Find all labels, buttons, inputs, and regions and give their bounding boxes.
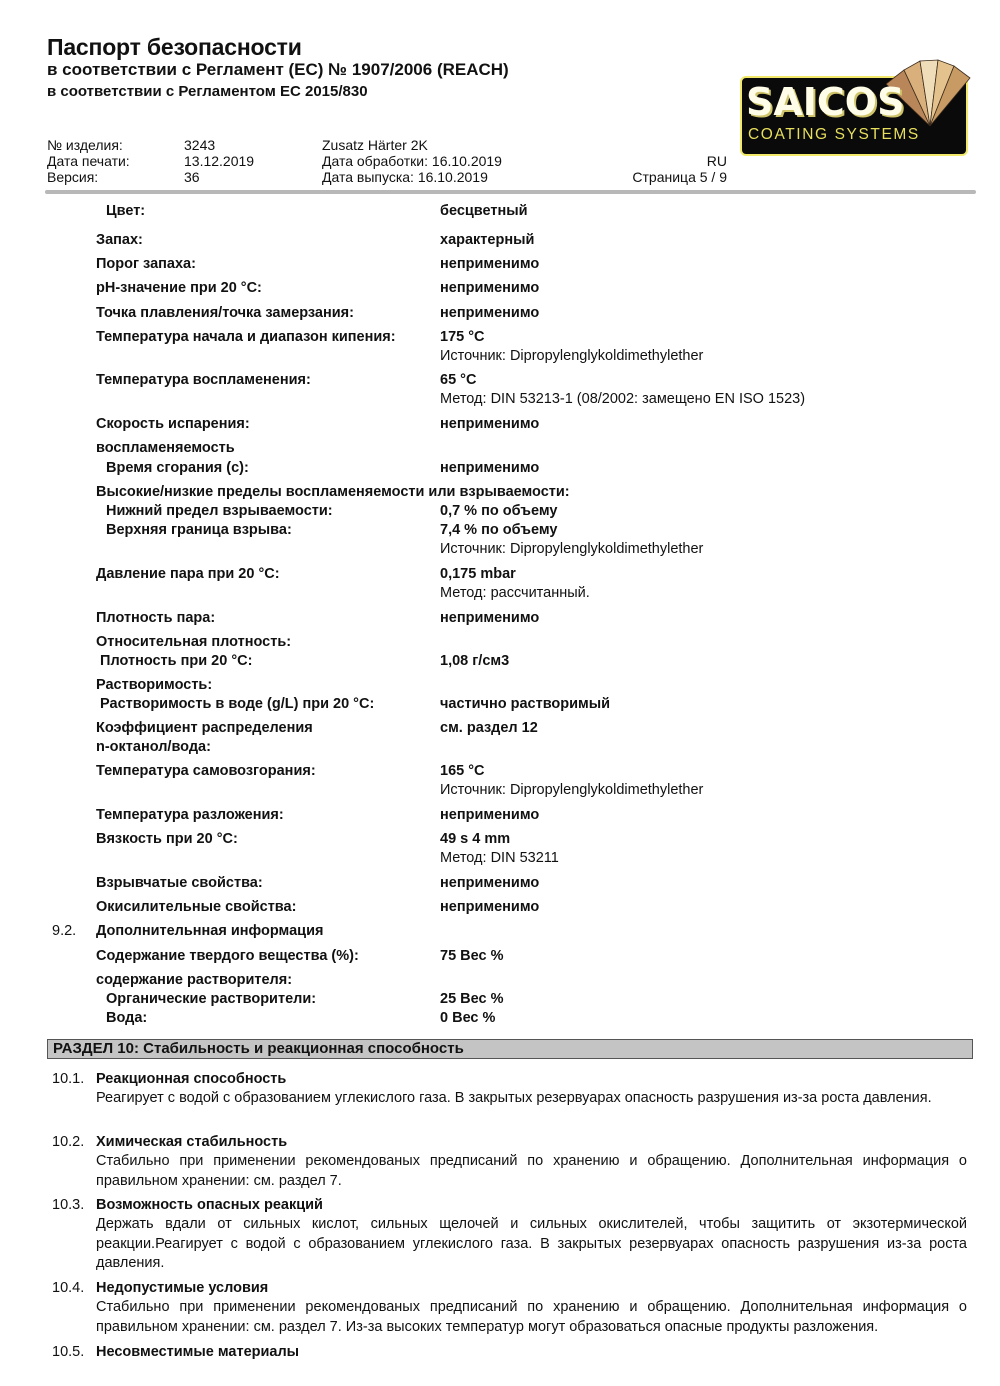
meta-row-product (47, 137, 747, 153)
page-number: Страница 5 / 9 (632, 169, 727, 185)
subsection-10-4-number: 10.4. (52, 1280, 85, 1296)
prop-note-autoignition: Источник: Dipropylenglykoldimethylether (440, 782, 704, 798)
prop-value-decomposition: неприменимо (440, 807, 540, 823)
section-10-header (47, 1039, 973, 1059)
prop-label-vapor-density: Плотность пара: (96, 610, 216, 626)
subsection-10-4-title: Недопустимые условия (96, 1280, 269, 1296)
prop-label-viscosity: Вязкость при 20 °C: (96, 831, 238, 847)
prop-value-upper-explosion-limit: 7,4 % по объему (440, 522, 558, 538)
prop-value-oxidizing: неприменимо (440, 899, 540, 915)
prop-value-burning-time: неприменимо (440, 460, 540, 476)
prop-value-melting-point: неприменимо (440, 305, 540, 321)
prop-label-solids: Содержание твердого вещества (%): (96, 948, 359, 964)
prop-label-burning-time: Время сгорания (с): (106, 460, 249, 476)
subsection-10-5-title: Несовместимые материалы (96, 1344, 300, 1360)
prop-value-color: бесцветный (440, 203, 528, 219)
header-separator (45, 190, 976, 194)
prop-label-oxidizing: Окисилительные свойства: (96, 899, 297, 915)
print-date-label: Дата печати: (47, 153, 130, 169)
prop-note-flash-point: Метод: DIN 53213-1 (08/2002: замещено EN ISO 1523) (440, 391, 806, 407)
subsection-10-1-title: Реакционная способность (96, 1071, 287, 1087)
meta-row-print (47, 153, 747, 169)
regulation-line-2: в соответствии с Регламентом ЕС 2015/830 (47, 83, 368, 100)
prop-label-flash-point: Температура воспламенения: (96, 372, 311, 388)
prop-value-evaporation-rate: неприменимо (440, 416, 540, 432)
prop-value-ph: неприменимо (440, 280, 540, 296)
subsection-10-5-number: 10.5. (52, 1344, 85, 1360)
prop-value-water: 0 Вес % (440, 1010, 496, 1026)
product-no: 3243 (184, 137, 216, 153)
processing-date: Дата обработки: 16.10.2019 (322, 153, 502, 169)
logo-subtext: COATING SYSTEMS (748, 126, 920, 143)
meta-row-version (47, 169, 747, 185)
subsection-10-2-title: Химическая стабильность (96, 1134, 288, 1150)
subsection-10-2-text: Стабильно при применении рекомендованых предписаний по хранению и обращению. Дополнительная информация о правильном хранении: см. раздел 7. (96, 1153, 967, 1189)
prop-value-boiling-point: 175 °C (440, 329, 485, 345)
subsection-10-1-number: 10.1. (52, 1071, 85, 1087)
version: 36 (184, 169, 200, 185)
prop-label-water-solubility: Растворимость в воде (g/L) при 20 °C: (96, 696, 375, 712)
prop-value-density: 1,08 г/см3 (440, 653, 510, 669)
product-no-label: № изделия: (47, 137, 123, 153)
prop-label-melting-point: Точка плавления/точка замерзания: (96, 305, 354, 321)
prop-label-vapor-pressure: Давление пара при 20 °C: (96, 566, 280, 582)
prop-label-decomposition: Температура разложения: (96, 807, 284, 823)
logo-text: SAICOS (746, 80, 905, 124)
prop-label-ph: pH-значение при 20 °C: (96, 280, 262, 296)
subsection-10-3-number: 10.3. (52, 1197, 85, 1213)
subsection-10-3-text: Держать вдали от сильных кислот, сильных щелочей и сильных окислителей, чтобы защитить от экзотермической реакции.Реагирует с водой с образованием углекислого газа. В закрытых резервуарах опасность разрушения из-за роста давления. (96, 1216, 967, 1271)
prop-value-odor: характерный (440, 232, 535, 248)
prop-value-viscosity: 49 s 4 mm (440, 831, 511, 847)
prop-note-boiling-point: Источник: Dipropylenglykoldimethylether (440, 348, 704, 364)
prop-label-odor: Запах: (96, 232, 143, 248)
prop-value-lower-explosion-limit: 0,7 % по объему (440, 503, 558, 519)
language: RU (706, 153, 727, 169)
prop-value-odor-threshold: неприменимо (440, 256, 540, 272)
version-label: Версия: (47, 169, 99, 185)
prop-label-upper-explosion-limit: Верхняя граница взрыва: (106, 522, 292, 538)
prop-label-autoignition: Температура самовозгорания: (96, 763, 316, 779)
saicos-logo (736, 58, 972, 154)
print-date: 13.12.2019 (184, 153, 255, 169)
prop-label-density: Плотность при 20 °C: (96, 653, 253, 669)
product-name: Zusatz Härter 2K (322, 137, 428, 153)
subsection-10-3-title: Возможность опасных реакций (96, 1197, 323, 1213)
prop-label-explosive: Взрывчатые свойства: (96, 875, 263, 891)
prop-value-solids: 75 Вес % (440, 948, 504, 964)
prop-label-partition-coefficient: Коэффициент распределения (96, 720, 313, 736)
prop-label-evaporation-rate: Скорость испарения: (96, 416, 250, 432)
prop-label-lower-explosion-limit: Нижний предел взрываемости: (106, 503, 333, 519)
prop-value-explosive: неприменимо (440, 875, 540, 891)
prop-value-partition-coefficient: см. раздел 12 (440, 720, 538, 736)
prop-value-autoignition: 165 °C (440, 763, 485, 779)
prop-note-explosion-limit: Источник: Dipropylenglykoldimethylether (440, 541, 704, 557)
section-9-2-title: Дополнительнная информация (96, 923, 324, 939)
prop-label-partition-coefficient-2: n-октанол/вода: (96, 739, 211, 755)
prop-label-odor-threshold: Порог запаха: (96, 256, 196, 272)
release-date: Дата выпуска: 16.10.2019 (322, 169, 488, 185)
prop-label-flammability: воспламеняемость (96, 440, 235, 456)
prop-value-vapor-pressure: 0,175 mbar (440, 566, 516, 582)
prop-value-organic-solvents: 25 Вес % (440, 991, 504, 1007)
prop-value-water-solubility: частично растворимый (440, 696, 611, 712)
document-title: Паспорт безопасности (47, 34, 302, 60)
prop-label-water: Вода: (106, 1010, 148, 1026)
prop-note-vapor-pressure: Метод: рассчитанный. (440, 585, 590, 601)
regulation-line-1: в соответствии с Регламент (ЕС) № 1907/2006 (REACH) (47, 60, 509, 79)
prop-value-flash-point: 65 °C (440, 372, 477, 388)
subsection-10-4-text: Стабильно при применении рекомендованых предписаний по хранению и обращению. Дополнительная информация о правильном хранении: см. раздел 7. Из-за высоких температур могут образоваться опасные продукты разложения. (96, 1299, 967, 1335)
prop-label-color: Цвет: (106, 203, 146, 219)
prop-label-boiling-point: Температура начала и диапазон кипения: (96, 329, 396, 345)
subsection-10-2-number: 10.2. (52, 1134, 85, 1150)
prop-label-relative-density: Относительная плотность: (96, 634, 292, 650)
prop-label-solvent-content: содержание растворителя: (96, 972, 293, 988)
prop-label-solubility: Растворимость: (96, 677, 213, 693)
prop-note-viscosity: Метод: DIN 53211 (440, 850, 559, 866)
section-9-2-number: 9.2. (52, 923, 77, 939)
subsection-10-1-text: Реагирует с водой с образованием углекислого газа. В закрытых резервуарах опасность разрушения из-за роста давления. (96, 1090, 932, 1106)
prop-label-explosion-limits: Высокие/низкие пределы воспламеняемости или взрываемости: (96, 484, 570, 500)
prop-value-vapor-density: неприменимо (440, 610, 540, 626)
prop-label-organic-solvents: Органические растворители: (106, 991, 317, 1007)
section-10-title: РАЗДЕЛ 10: Стабильность и реакционная способность (53, 1040, 464, 1057)
